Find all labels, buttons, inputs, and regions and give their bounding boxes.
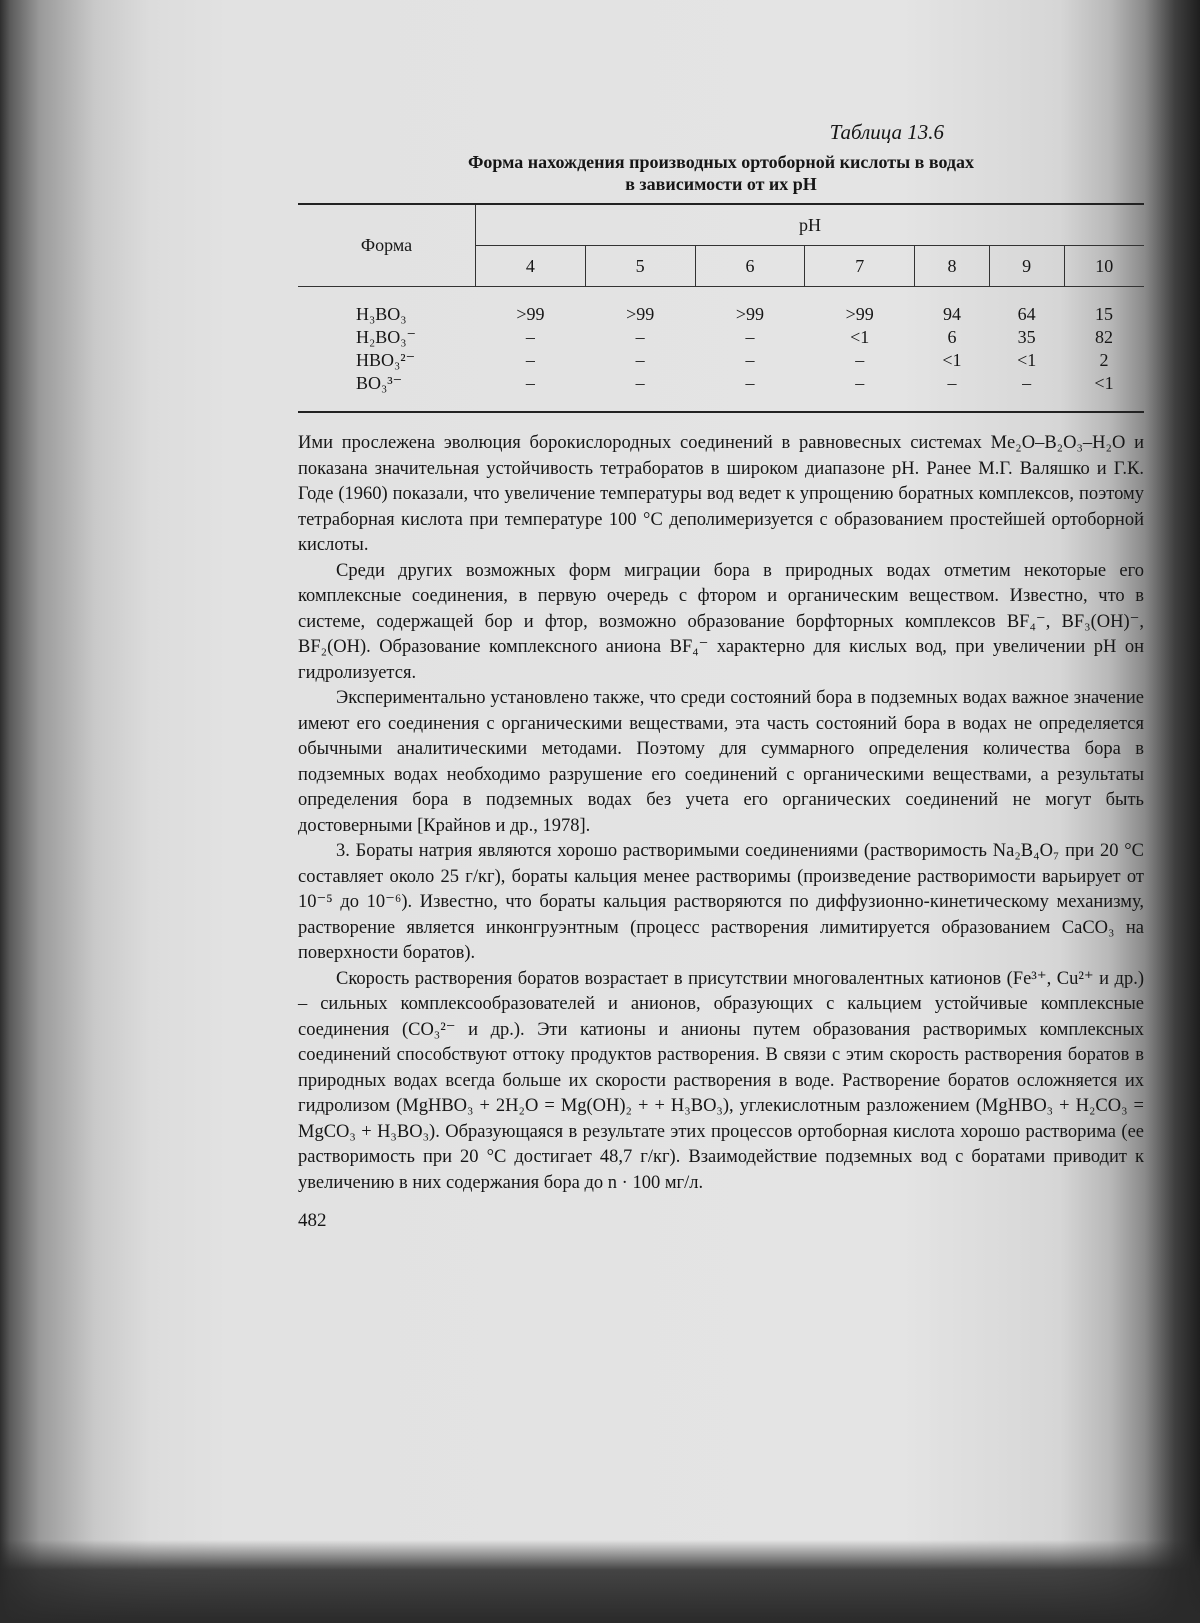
header-ph-value: 4	[476, 246, 586, 287]
table-title	[298, 151, 1144, 195]
table-cell: >99	[626, 304, 655, 324]
page-number: 482	[298, 1210, 327, 1231]
table-cell: –	[745, 327, 755, 347]
table-cell: –	[855, 373, 865, 393]
table-title-line-2: в зависимости от их pH	[625, 174, 817, 194]
body-text	[298, 431, 1144, 1196]
table-cell: <1	[942, 350, 962, 370]
row-form: HBO₃²⁻	[356, 350, 416, 370]
table-cell: 15	[1095, 304, 1113, 324]
table-row	[298, 326, 1144, 349]
table-cell: –	[635, 350, 645, 370]
header-ph-value: 7	[805, 246, 915, 287]
table-cell: –	[947, 373, 957, 393]
header-ph: pH	[476, 204, 1145, 246]
header-ph-value: 8	[915, 246, 990, 287]
table-cell: >99	[845, 304, 874, 324]
table-row	[298, 372, 1144, 412]
header-form: Форма	[298, 204, 476, 287]
header-ph-value: 5	[585, 246, 695, 287]
header-ph-value: 10	[1064, 246, 1144, 287]
table-cell: –	[525, 327, 535, 347]
table-row	[298, 287, 1144, 327]
paragraph: Скорость растворения боратов возрастает в присутствии многовалентных катионов (Fe³⁺, Cu²⁺ и др.) – сильных комплексообразователей и анионов, образующих с кальцием устойчивые комплексные соединения (CO₃²⁻ и др.). Эти катионы и анионы путем образования растворимых комплексных соединений способствуют оттоку продуктов растворения. В связи с этим скорость растворения боратов в природных водах всегда больше их скорости растворения в воде. Растворение боратов осложняется их гидролизом (MgHBO₃ + 2H₂O = Mg(OH)₂ + + H₃BO₃), углекислотным разложением (MgHBO₃ + H₂CO₃ = MgCO₃ + H₃BO₃). Образующаяся в результате этих процессов ортоборная кислота хорошо растворима (ее растворимость при 20 °С достигает 48,7 г/кг). Взаимодействие подземных вод с боратами приводит к увеличению в них содержания бора до n · 100 мг/л.	[298, 968, 1144, 1193]
row-form: BO₃³⁻	[356, 373, 403, 393]
table-number: Таблица 13.6	[829, 120, 944, 144]
table-cell: –	[855, 350, 865, 370]
ph-forms-table	[298, 203, 1144, 413]
paragraph: Ими прослежена эволюция борокислородных соединений в равновесных системах Me₂O–B₂O₃–H₂O и показана значительная устойчивость тетраборатов в широком диапазоне pH. Ранее М.Г. Валяшко и Г.К. Годе (1960) показали, что увеличение температуры вод ведет к упрощению боратных комплексов, поэтому тетраборная кислота при температуре 100 °С деполимеризуется с образованием простейшей ортоборной кислоты.	[298, 433, 1144, 555]
table-cell: 64	[1017, 304, 1036, 324]
table-cell: <1	[850, 327, 870, 347]
table-cell: <1	[1094, 373, 1114, 393]
paragraph: 3. Бораты натрия являются хорошо растворимыми соединениями (растворимость Na₂B₄O₇ при 20 °С составляет около 25 г/кг), бораты кальция менее растворимы (произведение растворимости варьирует от 10⁻⁵ до 10⁻⁶). Известно, что бораты кальция растворяются по диффузионно-кинетическому механизму, растворение является инконгруэнтным (процесс растворения лимитируется образованием CaCO₃ на поверхности боратов).	[298, 841, 1144, 963]
table-cell: –	[525, 373, 535, 393]
table-cell: >99	[516, 304, 545, 324]
table-cell: >99	[735, 304, 765, 324]
paragraph: Среди других возможных форм миграции бора в природных водах отметим некоторые его комплексные соединения, в первую очередь с фтором и органическим веществом. Известно, что в системе, содержащей бор и фтор, возможно образование борфторных комплексов BF₄⁻, BF₃(OH)⁻, BF₂(OH). Образование комплексного аниона BF₄⁻ характерно для кислых вод, при увеличении pH он гидролизуется.	[298, 560, 1144, 683]
table-cell: 35	[1017, 327, 1036, 347]
table-cell: 2	[1099, 350, 1109, 370]
table-title-line-1: Форма нахождения производных ортоборной кислоты в водах	[467, 152, 975, 172]
table-cell: 82	[1095, 327, 1113, 347]
header-ph-value: 9	[989, 246, 1064, 287]
table-cell: 94	[942, 304, 961, 324]
book-edge-shadow	[0, 1540, 1200, 1623]
header-ph-value: 6	[695, 246, 805, 287]
table-cell: –	[745, 350, 755, 370]
table-cell: –	[1022, 373, 1032, 393]
row-form: H₂BO₃⁻	[356, 327, 417, 347]
table-cell: <1	[1017, 350, 1037, 370]
table-cell: –	[635, 373, 645, 393]
row-form: H₃BO₃	[356, 304, 407, 324]
paragraph: Экспериментально установлено также, что среди состояний бора в подземных водах важное значение имеют его соединения с органическими веществами, эта часть состояний бора в водах не определяется обычными аналитическими методами. Поэтому для суммарного определения количества бора в подземных водах необходимо разрушение его соединений с органическими веществами, а результаты определения бора в подземных водах без учета его органических соединений не могут быть достоверными [Крайнов и др., 1978].	[298, 688, 1144, 836]
table-cell: –	[525, 350, 535, 370]
page-content	[298, 120, 1144, 1232]
table-cell: –	[635, 327, 645, 347]
table-row	[298, 349, 1144, 372]
table-cell: –	[745, 373, 755, 393]
table-cell: 6	[947, 327, 957, 347]
